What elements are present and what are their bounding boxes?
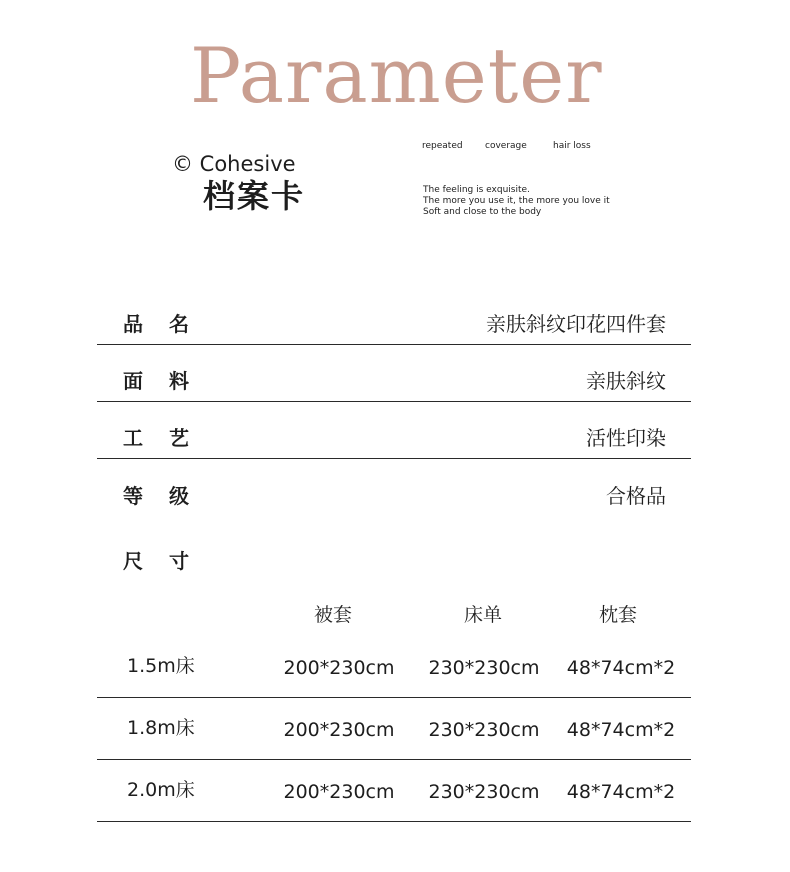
spec-label-char: 级: [169, 484, 189, 508]
card-label: 档案卡: [203, 177, 306, 215]
spec-label-char: 寸: [169, 549, 189, 573]
divider: [97, 697, 691, 698]
size-cell: 48*74cm*2: [566, 781, 676, 803]
size-cell: 230*230cm: [428, 719, 540, 741]
spec-label-char: 工: [123, 426, 143, 450]
column-header-pillowcase: 枕套: [598, 604, 637, 626]
size-cell: 48*74cm*2: [566, 719, 676, 741]
spec-label-product-name: [123, 314, 189, 334]
spec-label-char: 艺: [169, 426, 189, 450]
spec-label-fabric: [123, 371, 189, 391]
tag-coverage: coverage: [485, 141, 527, 151]
divider: [97, 759, 691, 760]
size-row-bed: 1.5m床: [127, 655, 195, 677]
spec-label-char: 等: [123, 484, 143, 508]
column-header-duvet-cover: 被套: [313, 604, 352, 626]
spec-label-process: [123, 428, 189, 448]
spec-label-grade: [123, 486, 189, 506]
divider: [97, 458, 691, 459]
brand-name: © Cohesive: [172, 152, 296, 176]
divider: [97, 821, 691, 822]
column-header-bed-sheet: 床单: [463, 604, 502, 626]
size-cell: 230*230cm: [428, 781, 540, 803]
spec-label-char: 品: [123, 312, 143, 336]
size-row-bed: 1.8m床: [127, 717, 195, 739]
size-cell: 200*230cm: [283, 719, 395, 741]
size-row-bed: 2.0m床: [127, 779, 195, 801]
spec-label-char: 尺: [123, 549, 143, 573]
spec-value-grade: 合格品: [606, 484, 666, 508]
spec-value-product-name: 亲肤斜纹印花四件套: [486, 312, 666, 336]
divider: [97, 401, 691, 402]
size-cell: 200*230cm: [283, 657, 395, 679]
tagline-line: The feeling is exquisite.: [423, 185, 530, 195]
size-cell: 48*74cm*2: [566, 657, 676, 679]
spec-value-process: 活性印染: [586, 426, 666, 450]
spec-label-char: 名: [169, 312, 189, 336]
spec-label-char: 面: [123, 369, 143, 393]
size-label: [123, 551, 189, 571]
spec-label-char: 料: [169, 369, 189, 393]
divider: [97, 344, 691, 345]
spec-value-fabric: 亲肤斜纹: [586, 369, 666, 393]
page-title: Parameter: [190, 31, 603, 120]
size-cell: 230*230cm: [428, 657, 540, 679]
tagline-line: Soft and close to the body: [423, 207, 542, 217]
tag-repeated: repeated: [422, 141, 463, 151]
tag-hair-loss: hair loss: [553, 141, 591, 151]
tagline-line: The more you use it, the more you love it: [423, 196, 610, 206]
size-cell: 200*230cm: [283, 781, 395, 803]
